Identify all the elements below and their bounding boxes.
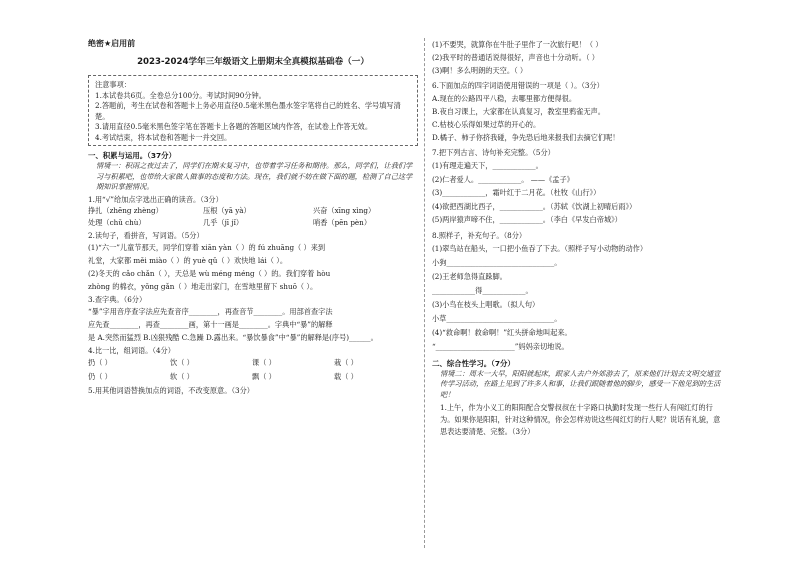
part1-heading: 一、积累与运用。（37分） (88, 151, 176, 160)
q8-item: (2)王老师急得直跺脚。 (432, 271, 507, 281)
q1-row (88, 217, 418, 229)
q5-item: (3)啊！多么明朗的天空。（ ） (432, 66, 528, 75)
q2-line: (1)“六一”儿童节那天，同学们穿着 xiān yàn（ ）的 fú zhuāng（ ）来到 (88, 242, 326, 252)
q8-item: (4)“救命啊！救命啊！”红头拼命地叫起来。 (432, 327, 572, 337)
q8-item: ____________得____________。 (432, 285, 533, 295)
q5-stem: 5.用其他词语替换加点的词语，不改变原意。（3分） (88, 385, 254, 395)
q7-stem: 7.把下列古言、诗句补充完整。（5分） (432, 148, 555, 157)
secret-label: 绝密★启用前 (88, 39, 136, 48)
q8-stem: 8.照样子，补充句子。（8分） (432, 230, 527, 240)
part1-intro: 情境一：积雨之夜过去了，同学们在期末复习中，也带着学习任务和期待。那么，同学们，让我们学习与积累吧，也带给大家做人做事的态度和方法。现在，我们就不妨在做下面的题，检测了自己这学期知识掌握情况。 (96, 161, 413, 191)
q4-item: 飘（ ） (252, 371, 276, 381)
q2-line: zhòng 的棉衣，yǒng gǎn（ ）地走出家门，在雪地里留下 shuō（ ）。 (88, 281, 318, 291)
q2-stem: 2.读句子，看拼音，写词语。（5分） (88, 230, 204, 240)
q4-item: 课（ ） (252, 357, 276, 367)
exam-title: 2023-2024学年三年级语文上册期末全真模拟基础卷（一） (137, 57, 369, 67)
part2-q1: 1.上午，作为小义工的阳阳配合交警叔叔在十字路口执勤时发现一些行人有闯红灯的行为。如果你是阳阳，针对这种情况，你会怎样劝说这些闯红灯的行人呢？说话有礼貌，意思表达要清楚、完整。（3分） (440, 403, 721, 436)
q8-item: (3)小鸟在枝头上唱歌。（拟人句） (432, 299, 540, 309)
q4-item: 软（ ） (170, 371, 194, 381)
q1-row (88, 205, 418, 217)
q1-item: 兴奋（xīng xìng） (313, 205, 376, 215)
q7-item: (2)仁者爱人。____________。 ——《孟子》 (432, 174, 574, 184)
q3-line: 应先查________，再查________画，第十一画是________。字典中“暴”的解释 (88, 319, 333, 329)
notice-item: 3.请用直径0.5毫米黑色签字笔在答题卡上各题的答题区域内作答，在试卷上作答无效。 (95, 122, 373, 131)
notice-item: 2.答题前，考生在试卷和答题卡上务必用直径0.5毫米黑色墨水签字笔将自己的姓名、学号填写清楚。 (95, 101, 401, 121)
part2-intro: 情境二：周末一大早，阳阳就起床，跟家人去户外郊游去了，原来他们计划去文明交通宣传学习活动，在路上见到了许多人和事，让我们跟随着他的脚步，感受一下他见到的生活吧！ (440, 368, 721, 399)
q6-stem: 6.下面加点的四字词语使用错误的一项是（ ）。（3分） (432, 81, 604, 90)
q2-line: (2)冬天的 cǎo chǎn（ ），天总是 wù méng méng（ ）的。我们穿着 hòu (88, 268, 331, 278)
q4-item: 栽（ ） (334, 357, 358, 367)
q4-item: 扔（ ） (88, 357, 112, 367)
q6-option: C.枯枝心乐得如果过草的开心的。 (432, 120, 541, 129)
notice-heading: 注意事项： (95, 80, 131, 89)
q6-option: B.夜自习课上，大家都在认真复习，教室里鸦雀无声。 (432, 107, 605, 116)
q4-item: 饮（ ） (170, 357, 194, 367)
q3-line: 是 A.突然而猛烈 B.凶狠残酷 C.急躁 D.露出来。“暴饮暴食”中“暴”的解释是(序号)______。 (88, 332, 378, 342)
q1-item: 几乎（jī jǐ） (203, 217, 244, 227)
q4-item: 仍（ ） (88, 371, 112, 381)
q7-item: (1)有理走遍天下，____________。 (432, 161, 543, 170)
column-divider (424, 38, 425, 548)
q7-item: (4)欲把西湖比西子，____________。（苏轼《饮湖上初晴后雨》） (432, 201, 637, 211)
q4-row (88, 370, 418, 384)
q1-item: 压根（yā yà） (203, 205, 251, 215)
q8-item: (1)翠鸟站在船头，一口把小鱼吞了下去。（照样子写小动物的动作） (432, 243, 648, 253)
q5-item: (1)不要哭，就算你在牛肚子里作了一次旅行吧！（ ） (432, 40, 603, 49)
q8-item: 小狗______________________________。 (432, 257, 562, 267)
q4-row (88, 356, 418, 370)
q4-item: 载（ ） (334, 371, 358, 381)
q1-stem: 1.用“√”给加点字选出正确的读音。（3分） (88, 194, 223, 204)
part2-heading: 二、综合性学习。（7分） (432, 358, 515, 368)
q7-item: (3)____________，霜叶红于二月花。（杜牧《山行》） (432, 188, 601, 197)
left-column (88, 38, 418, 396)
q6-option: A.现在的公路四平八稳，去哪里都方便得很。 (432, 94, 577, 103)
q8-item: “______________________”妈妈亲切地说。 (432, 341, 569, 351)
q5-item: (2)我平时的普通话说得很好，声音也十分动听。（ ） (432, 53, 599, 62)
right-column (432, 38, 724, 438)
q8-item: 小草______________________________。 (432, 313, 562, 323)
q1-item: 处理（chǔ chù） (88, 217, 146, 227)
q4-stem: 4.比一比，组词语。（4分） (88, 345, 175, 355)
q2-line: 礼堂，大家都 měi miào（ ）的 yuè qǔ（ ）欢快地 lái（ ）。 (88, 255, 288, 265)
q3-line: “暴”字用音序查字法应先查音序________，再查音节________。用部首查字法 (88, 306, 333, 316)
notice-item: 4.考试结束，将本试卷和答题卡一并交回。 (95, 132, 232, 142)
notice-box (88, 75, 418, 146)
q7-item: (5)两岸猿声啼不住，____________。（李白《早发白帝城》） (432, 215, 622, 224)
notice-item: 1.本试卷共6页。全卷总分100分。考试时间90分钟。 (95, 90, 266, 100)
q1-item: 挣扎（zhēng zhèng） (88, 205, 163, 215)
q6-option: D.橘子、柿子你挤我碰，争先恐后地来报我们去摘它们呢！ (432, 133, 620, 142)
q3-stem: 3.查字典。（6分） (88, 294, 147, 304)
q1-item: 哨香（pēn pèn） (313, 217, 372, 227)
